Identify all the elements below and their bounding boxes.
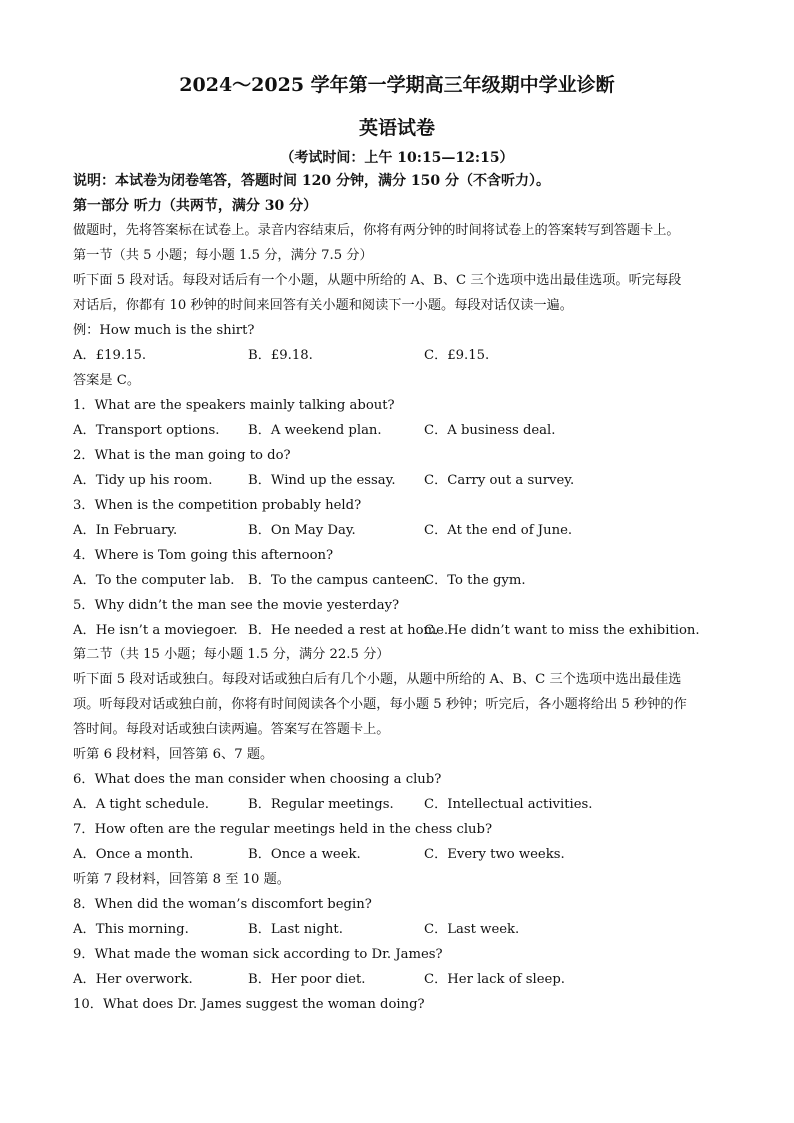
option-b: B．Once a week.: [248, 847, 361, 862]
option-c: C．Last week.: [424, 922, 520, 937]
exam-note: 说明：本试卷为闭卷笔答，答题时间 120 分钟，满分 150 分（不含听力）。: [73, 173, 550, 189]
question-6: 6．What does the man consider when choosing a club?: [73, 772, 442, 787]
option-a: A．Tidy up his room.: [73, 473, 213, 488]
question-1: 1．What are the speakers mainly talking about?: [73, 398, 395, 413]
option-b: B．Last night.: [248, 922, 343, 937]
material-7-heading: 听第 7 段材料，回答第 8 至 10 题。: [73, 872, 290, 887]
question-9: 9．What made the woman sick according to Dr. James?: [73, 947, 443, 962]
section1-instructions: 对话后，你都有 10 秒钟的时间来回答有关小题和阅读下一小题。每段对话仅读一遍。: [73, 298, 573, 313]
material-6-heading: 听第 6 段材料，回答第 6、7 题。: [73, 747, 274, 762]
section2-instructions: 项。听每段对话或独白前，你将有时间阅读各个小题，每小题 5 秒钟；听完后，各小题将给出 5 秒钟的作: [73, 697, 687, 712]
option-c: C．A business deal.: [424, 423, 556, 438]
option-b: B．On May Day.: [248, 523, 356, 538]
section2-heading: 第二节（共 15 小题；每小题 1.5 分，满分 22.5 分）: [73, 647, 390, 662]
option-a: A．Once a month.: [73, 847, 194, 862]
question-2: 2．What is the man going to do?: [73, 448, 291, 463]
example-option-b: B．£9.18.: [248, 348, 313, 363]
section1-instructions: 听下面 5 段对话。每段对话后有一个小题，从题中所给的 A、B、C 三个选项中选出最佳选项。听完每段: [73, 273, 682, 288]
option-a: A．In February.: [73, 523, 178, 538]
option-a: A．This morning.: [73, 922, 189, 937]
option-b: B．To the campus canteen.: [248, 573, 430, 588]
option-c: C．Every two weeks.: [424, 847, 565, 862]
example-option-a: A．£19.15.: [73, 348, 147, 363]
example-question: 例：How much is the shirt?: [73, 323, 255, 338]
option-c: C．Carry out a survey.: [424, 473, 575, 488]
question-3: 3．When is the competition probably held?: [73, 498, 362, 513]
option-a: A．A tight schedule.: [73, 797, 209, 812]
option-b: B．A weekend plan.: [248, 423, 382, 438]
question-5: 5．Why didn’t the man see the movie yesterday?: [73, 598, 400, 613]
option-c: C．At the end of June.: [424, 523, 573, 538]
option-a: A．Her overwork.: [73, 972, 193, 987]
question-7: 7．How often are the regular meetings held in the chess club?: [73, 822, 493, 837]
part1-intro: 做题时，先将答案标在试卷上。录音内容结束后，你将有两分钟的时间将试卷上的答案转写到答题卡上。: [73, 223, 680, 238]
section2-instructions: 听下面 5 段对话或独白。每段对话或独白后有几个小题，从题中所给的 A、B、C 三个选项中选出最佳选: [73, 672, 682, 687]
section1-heading: 第一节（共 5 小题；每小题 1.5 分，满分 7.5 分）: [73, 248, 373, 263]
option-c: C．He didn’t want to miss the exhibition.: [424, 623, 700, 638]
option-c: C．Intellectual activities.: [424, 797, 593, 812]
question-8: 8．When did the woman’s discomfort begin?: [73, 897, 372, 912]
option-b: B．Wind up the essay.: [248, 473, 396, 488]
option-b: B．Her poor diet.: [248, 972, 366, 987]
example-answer: 答案是 C。: [73, 373, 141, 388]
option-b: B．He needed a rest at home.: [248, 623, 449, 638]
question-4: 4．Where is Tom going this afternoon?: [73, 548, 334, 563]
section2-instructions: 答时间。每段对话或独白读两遍。答案写在答题卡上。: [73, 722, 390, 737]
exam-title: 2024～2025 学年第一学期高三年级期中学业诊断: [179, 74, 615, 96]
exam-subject: 英语试卷: [358, 117, 435, 139]
option-a: A．Transport options.: [73, 423, 220, 438]
option-c: C．Her lack of sleep.: [424, 972, 565, 987]
exam-time: （考试时间：上午 10:15—12:15）: [280, 150, 514, 166]
option-a: A．He isn’t a moviegoer.: [73, 623, 238, 638]
option-c: C．To the gym.: [424, 573, 526, 588]
option-a: A．To the computer lab.: [73, 573, 235, 588]
option-b: B．Regular meetings.: [248, 797, 394, 812]
part1-heading: 第一部分 听力（共两节，满分 30 分）: [73, 198, 318, 214]
example-option-c: C．£9.15.: [424, 348, 490, 363]
question-10: 10．What does Dr. James suggest the woman doing?: [73, 997, 425, 1012]
